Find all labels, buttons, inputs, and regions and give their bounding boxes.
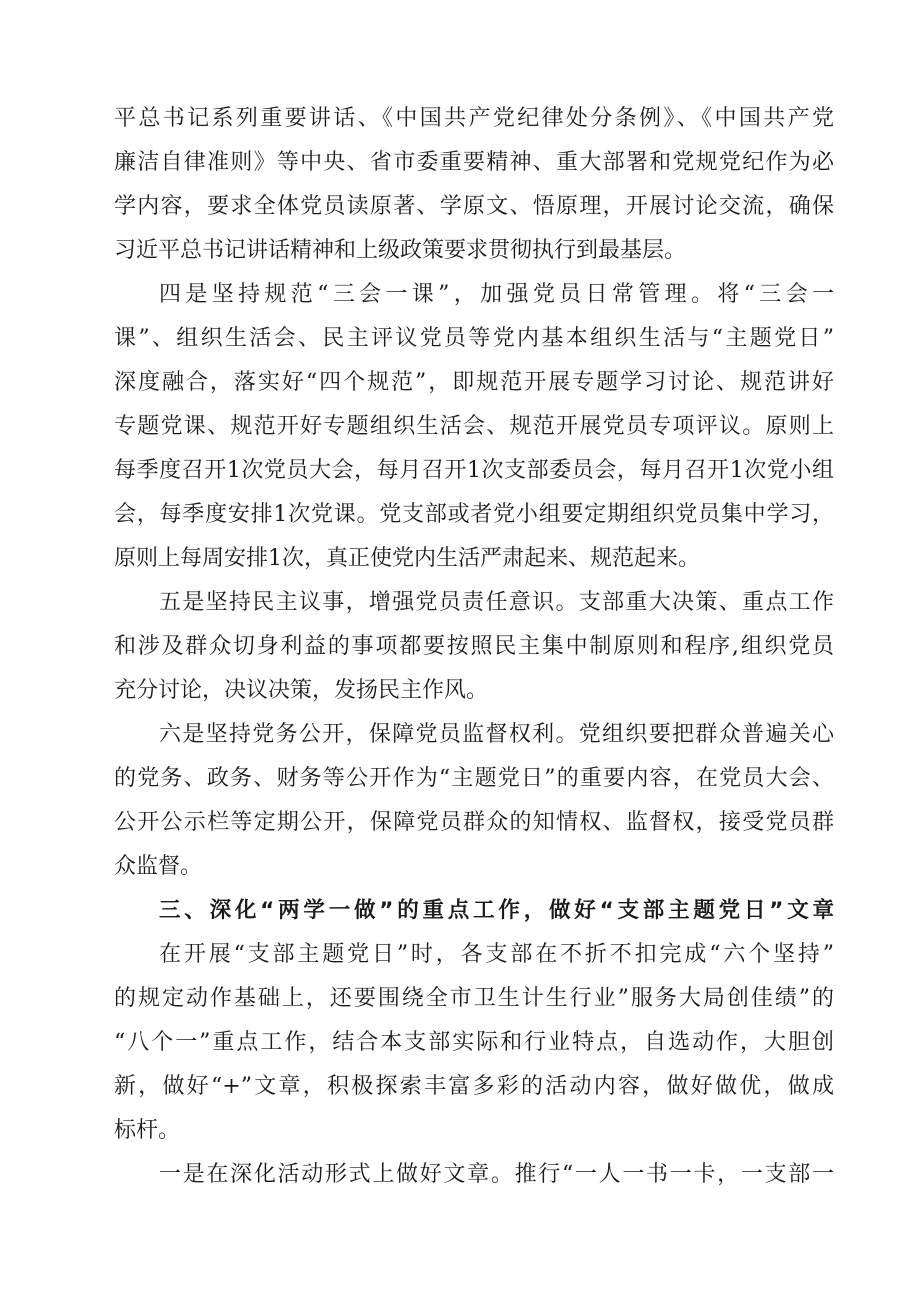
paragraph-start-line: 五是坚持民主议事，增强党员责任意识。支部重大决策、重点工作: [159, 590, 834, 615]
text-line: 众监督。: [114, 854, 203, 879]
text-line: 的规定动作基础上，还要围绕全市卫生计生行业”服务大局创佳绩”的: [114, 986, 834, 1011]
text-line: 平总书记系列重要讲话、《中国共产党纪律处分条例》、《中国共产党: [114, 106, 834, 131]
text-line: 深度融合，落实好“四个规范”，即规范开展专题学习讨论、规范讲好: [114, 370, 834, 395]
text-line: 标杆。: [114, 1118, 181, 1143]
text-line: 新，做好“+”文章，积极探索丰富多彩的活动内容，做好做优，做成: [114, 1074, 834, 1099]
text-line: 专题党课、规范开好专题组织生活会、规范开展党员专项评议。原则上: [114, 414, 834, 439]
paragraph-start-line: 一是在深化活动形式上做好文章。推行“一人一书一卡，一支部一: [159, 1162, 834, 1187]
text-line: 廉洁自律准则》等中央、省市委重要精神、重大部署和党规党纪作为必: [114, 150, 834, 175]
text-line: 课”、组织生活会、民主评议党员等党内基本组织生活与“主题党日”: [114, 326, 834, 351]
text-line: 习近平总书记讲话精神和上级政策要求贯彻执行到最基层。: [114, 238, 687, 263]
text-line: 公开公示栏等定期公开，保障党员群众的知情权、监督权，接受党员群: [114, 810, 834, 835]
text-line: 充分讨论，决议决策，发扬民主作风。: [114, 678, 489, 703]
paragraph-start-line: 在开展“支部主题党日”时，各支部在不折不扣完成“六个坚持”: [159, 942, 834, 967]
text-line: 和涉及群众切身利益的事项都要按照民主集中制原则和程序,组织党员: [114, 634, 834, 659]
text-line: 的党务、政务、财务等公开作为“主题党日”的重要内容，在党员大会、: [114, 766, 834, 791]
paragraph-start-line: 六是坚持党务公开，保障党员监督权利。党组织要把群众普遍关心: [159, 722, 834, 747]
text-line: 原则上每周安排1次，真正使党内生活严肃起来、规范起来。: [114, 546, 700, 571]
text-line: 学内容，要求全体党员读原著、学原文、悟原理，开展讨论交流，确保: [114, 194, 834, 219]
section-heading: 三、深化“两学一做”的重点工作，做好“支部主题党日”文章: [159, 898, 834, 923]
text-line: 每季度召开1次党员大会，每月召开1次支部委员会，每月召开1次党小组: [114, 458, 834, 483]
text-line: 会，每季度安排1次党课。党支部或者党小组要定期组织党员集中学习，: [114, 502, 834, 527]
paragraph-start-line: 四是坚持规范“三会一课”，加强党员日常管理。将“三会一: [159, 282, 834, 307]
text-line: “八个一”重点工作，结合本支部实际和行业特点，自选动作，大胆创: [114, 1030, 834, 1055]
